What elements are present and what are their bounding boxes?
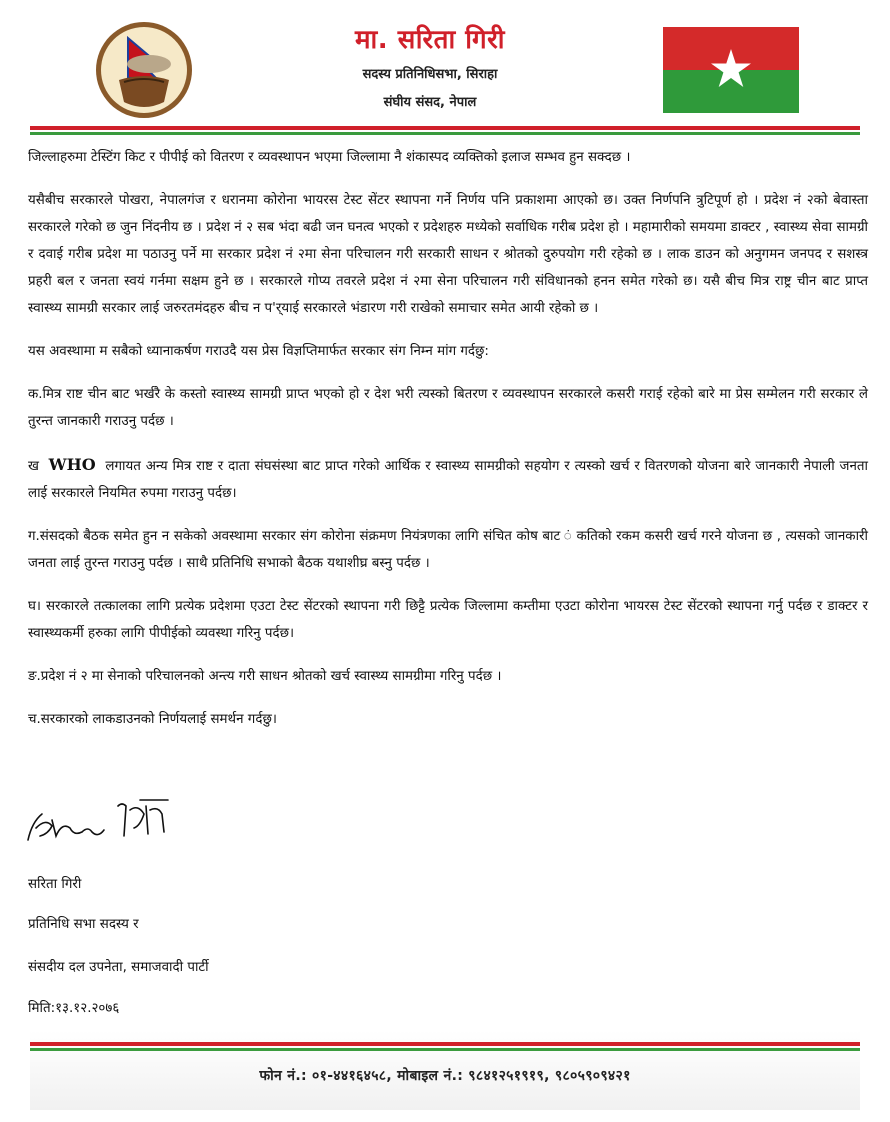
demand-ga: ग.संसदको बैठक समेत हुन न सकेको अवस्थामा सरकार संग कोरोना संक्रमण नियंत्रणका लागि संचित कोष बाट ं कतिको रकम कसरी खर्च गरने योजना छ , त्यसको जानकारी जनता लाई तुरन्त गराउनु पर्दछ । साथै प्रतिनिधि सभाको बैठक यथाशीघ्र बस्नु पर्दछ ।: [28, 529, 868, 571]
signer-party-role: संसदीय दल उपनेता, समाजवादी पार्टी: [28, 960, 209, 975]
footer-divider: [30, 1042, 860, 1051]
party-flag-image: [663, 27, 799, 113]
letter-body: [28, 144, 868, 749]
letter-date: मिति:१३.१२.२०७६: [28, 1001, 120, 1016]
paragraph-demand-intro: यस अवस्थामा म सबैको ध्यानाकर्षण गराउदै यस प्रेस विज्ञप्तिमार्फत सरकार संग निम्न मांग गर्दछु:: [28, 344, 489, 359]
signer-name: सरिता गिरी: [28, 877, 82, 892]
demand-cha: च.सरकारको लाकडाउनको निर्णयलाई समर्थन गर्दछु।: [28, 712, 277, 727]
demand-kha-text: लगायत अन्य मित्र राष्ट र दाता संघसंस्था बाट प्राप्त गरेको आर्थिक र स्वास्थ्य सामग्रीको सहयोग र त्यस्को खर्च र वितरणको योजना बारे जानकारी नेपाली जनता लाई सरकारले नियमित रुपमा गराउनु पर्दछ।: [28, 459, 869, 501]
demand-gha: घ। सरकारले तत्कालका लागि प्रत्येक प्रदेशमा एउटा टेस्ट सेंटरको स्थापना गरी छिट्टै प्रत्येक जिल्लामा कम्तीमा एउटा कोरोना भायरस टेस्ट सेंटरको स्थापना गर्नु पर्दछ र डाक्टर र स्वास्थ्यकर्मी हरुका लागि पीपीईको व्यवस्था गरिनु पर्दछ।: [28, 599, 868, 641]
demand-kha: [28, 451, 868, 507]
member-constituency: सदस्य प्रतिनिधिसभा, सिराहा: [362, 67, 498, 82]
signer-role: प्रतिनिधि सभा सदस्य र: [28, 917, 139, 932]
party-emblem-logo: [94, 20, 194, 120]
paragraph-intro: जिल्लाहरुमा टेस्टिंग किट र पीपीई को वितरण र व्यवस्थापन भएमा जिल्लामा नै शंकास्पद व्यक्तिको इलाज सम्भव हुन सक्दछ ।: [28, 150, 631, 165]
handwritten-signature: [22, 792, 182, 852]
contact-phone-numbers: फोन नं.: ०१-४४१६४५८, मोबाइल नं.: ९८४१२५१९१९, ९८०५९०९४२१: [259, 1068, 631, 1084]
header-divider: [30, 126, 860, 135]
demand-ka: क.मित्र राष्ट चीन बाट भर्खरै के कस्तो स्वास्थ्य सामग्री प्राप्त भएको हो र देश भरी त्यस्को बितरण र व्यवस्थापन सरकारले कसरी गराई रहेको बारे मा प्रेस सम्मेलन गरी सरकार ले तुरन्त जानकारी गराउनु पर्दछ ।: [28, 387, 868, 429]
member-name-title: मा. सरिता गिरी: [354, 25, 505, 55]
letterhead-header: [0, 0, 890, 135]
demand-kha-prefix: ख: [28, 459, 39, 474]
federal-parliament-label: संघीय संसद, नेपाल: [383, 95, 477, 110]
paragraph-government-decision: यसैबीच सरकारले पोखरा, नेपालगंज र धरानमा कोरोना भायरस टेस्ट सेंटर स्थापना गर्ने निर्णय पनि प्रकाशमा आएको छ। उक्त निर्णपनि त्रुटिपूर्ण हो । प्रदेश नं २को बेवास्ता सरकारले गरेको छ जुन निंदनीय छ । प्रदेश नं २ सब भंदा बढी जन घनत्व भएको र प्रदेशहरु मध्येको सर्वाधिक गरीब प्रदेश हो । महामारीको समयमा डाक्टर , स्वास्थ्य सेवा सामग्री र दवाई गरीब प्रदेश मा पठाउनु पर्ने मा सरकार प्रदेश नं २मा सेना परिचालन गरी सरकारी साधन र श्रोतको दुरुपयोग गरी रहेको छ । लाक डाउन को अनुगमन जनपद र सशस्त्र प्रहरी बल र जनता स्वयं गर्नमा सक्षम हुने छ । सरकारले गोप्य तवरले प्रदेश नं २मा सेना परिचालन गरी संविधानको हनन समेत गरेको छ। यसै बीच मित्र राष्ट्र चीन बाट प्राप्त स्वास्थ्य सामग्री सरकार लाई जरुरतमंदहरु बीच न प'र्‌याई सरकारले भंडारण गरी राखेको समाचार समेत आयी रहेको छ ।: [28, 193, 868, 316]
who-label: WHO: [48, 455, 96, 474]
demand-nga: ङ.प्रदेश नं २ मा सेनाको परिचालनको अन्त्य गरी साधन श्रोतको खर्च स्वास्थ्य सामग्रीमा गरिनु पर्दछ ।: [28, 669, 502, 684]
